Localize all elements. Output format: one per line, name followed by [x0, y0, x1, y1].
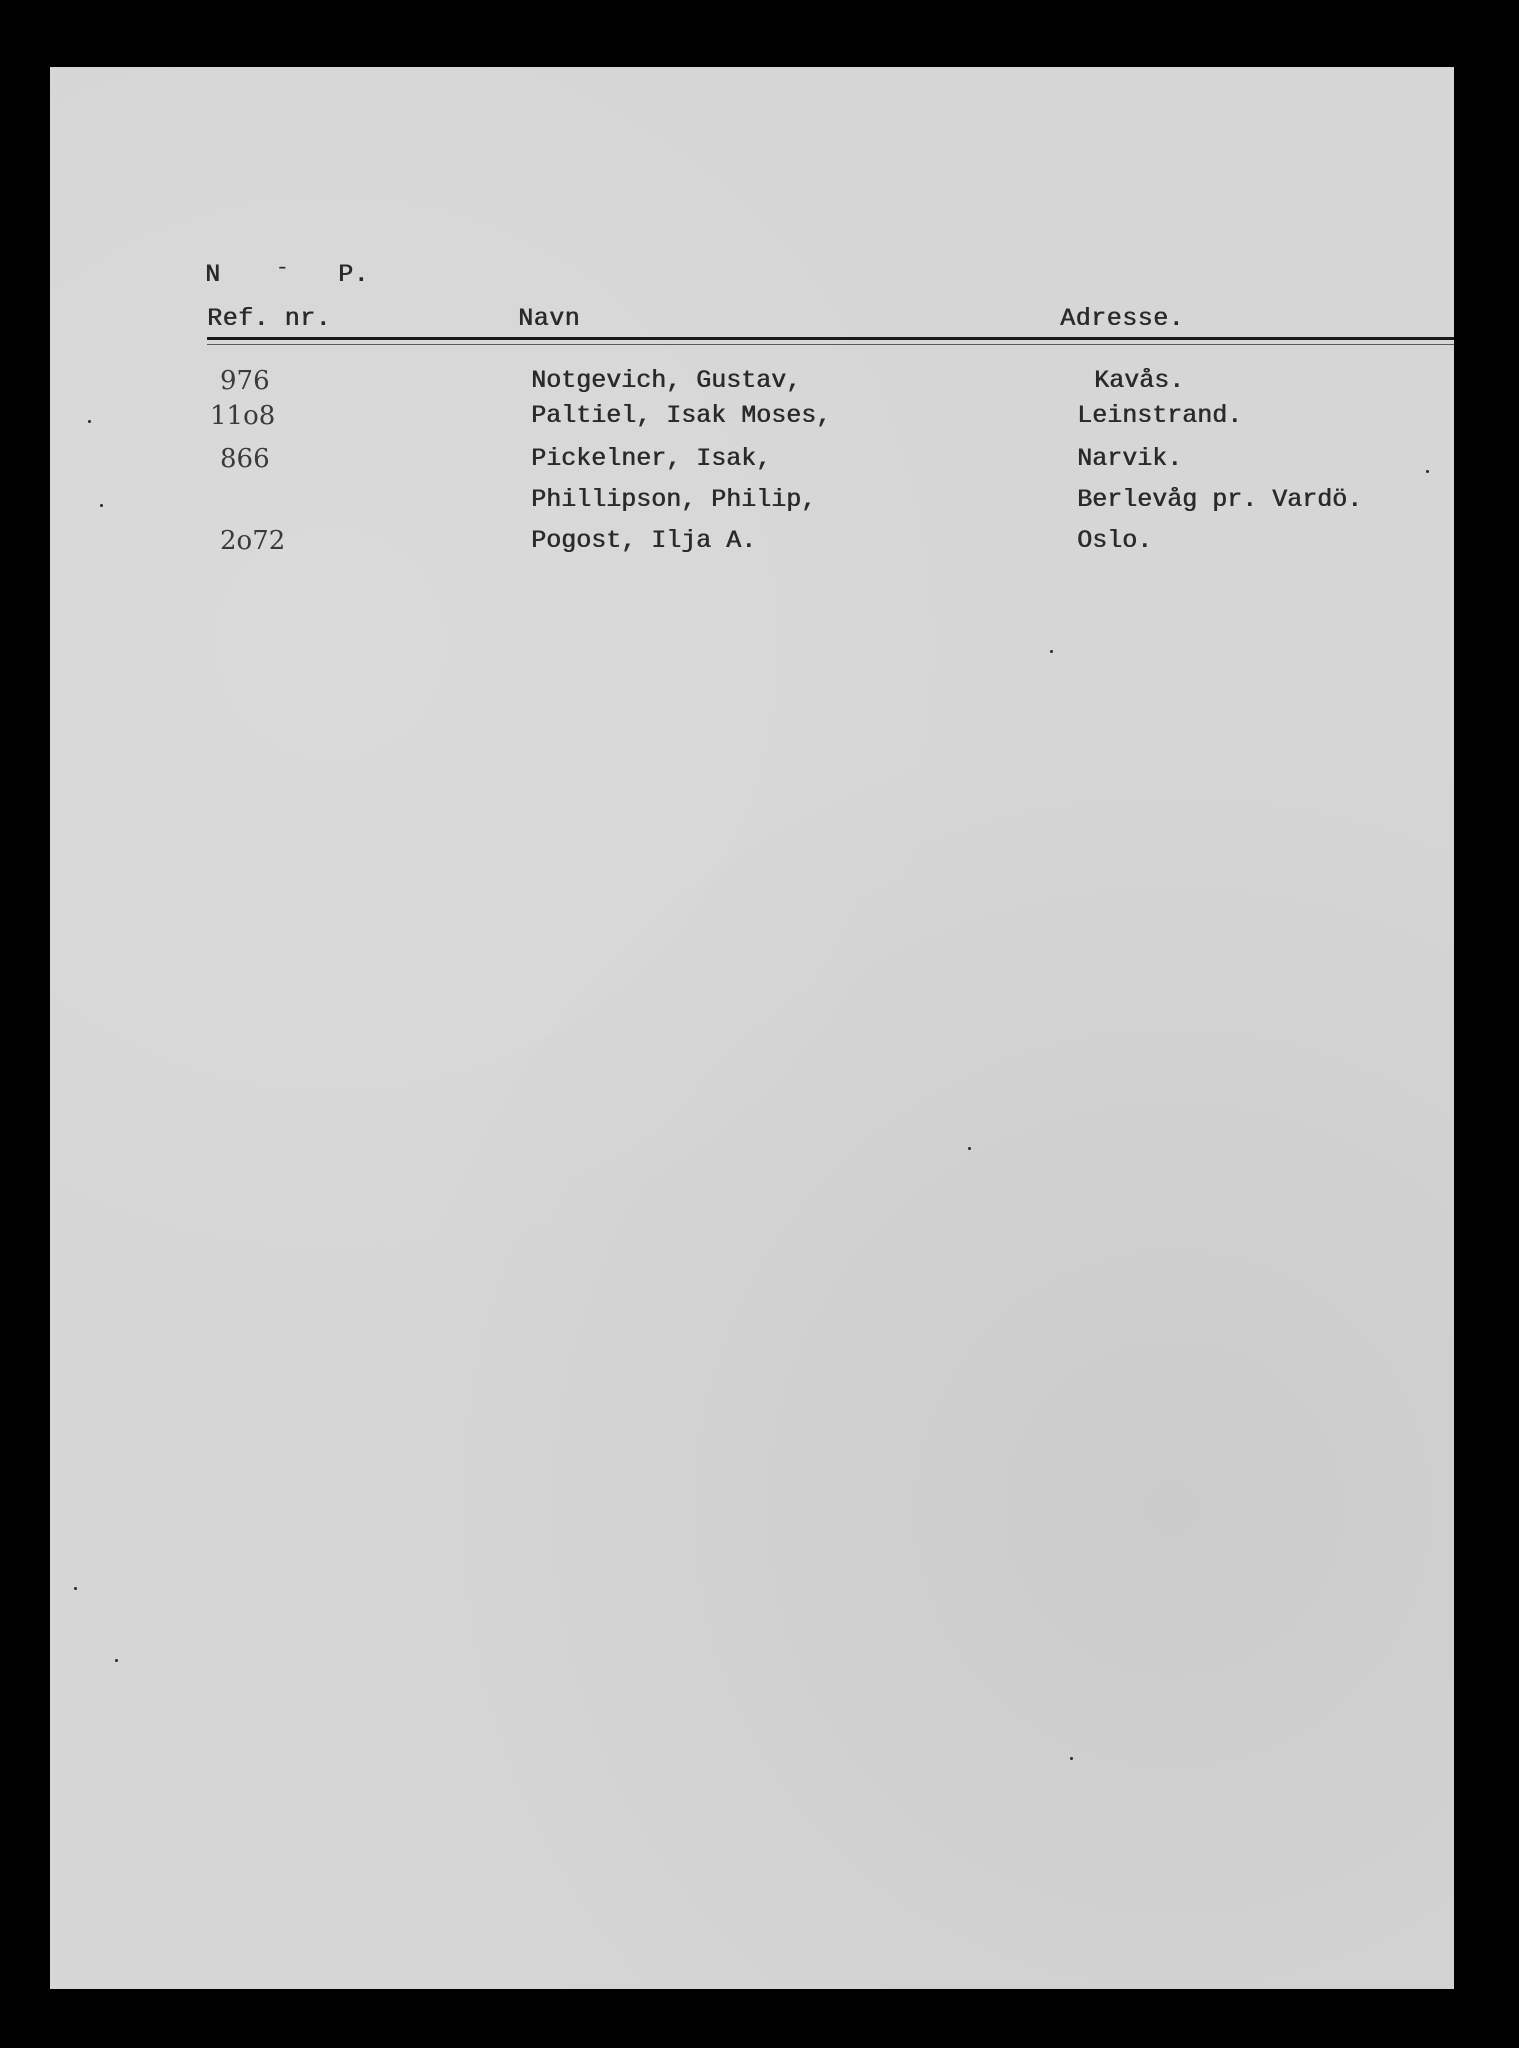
paper-speck [88, 420, 91, 423]
row-address: Leinstrand. [1077, 401, 1243, 430]
heading-letter-p: P. [338, 260, 370, 289]
row-name: Pickelner, Isak, [531, 444, 772, 473]
row-address: Kavås. [1094, 366, 1185, 395]
table-row [50, 364, 1454, 398]
row-address: Berlevåg pr. Vardö. [1077, 485, 1363, 514]
row-name: Pogost, Ilja A. [531, 526, 757, 555]
column-header-name: Navn [518, 304, 581, 333]
paper-speck [968, 1147, 971, 1150]
column-header-ref: Ref. nr. [207, 304, 332, 333]
row-ref: 866 [220, 444, 270, 474]
heading-letter-n: N [205, 260, 221, 289]
paper-speck [100, 504, 103, 507]
paper-speck [74, 1587, 77, 1590]
row-ref: 976 [220, 366, 270, 396]
row-name: Notgevich, Gustav, [531, 366, 802, 395]
row-address: Oslo. [1077, 526, 1153, 555]
row-ref: 11o8 [210, 401, 276, 431]
row-ref: 2o72 [220, 526, 286, 556]
row-name: Phillipson, Philip, [531, 485, 817, 514]
paper-speck [1070, 1757, 1073, 1760]
table-row [50, 442, 1454, 476]
document-page [50, 67, 1454, 1989]
table-row [50, 399, 1454, 433]
table-row [50, 483, 1454, 517]
table-row [50, 524, 1454, 558]
paper-speck [1426, 470, 1429, 473]
row-name: Paltiel, Isak Moses, [531, 401, 832, 430]
header-rule [207, 337, 1454, 340]
paper-speck [115, 1659, 118, 1662]
paper-speck [1050, 650, 1053, 653]
heading-separator: - [276, 257, 289, 280]
header-rule-underline [207, 344, 1454, 345]
row-address: Narvik. [1077, 444, 1183, 473]
column-header-address: Adresse. [1060, 304, 1185, 333]
